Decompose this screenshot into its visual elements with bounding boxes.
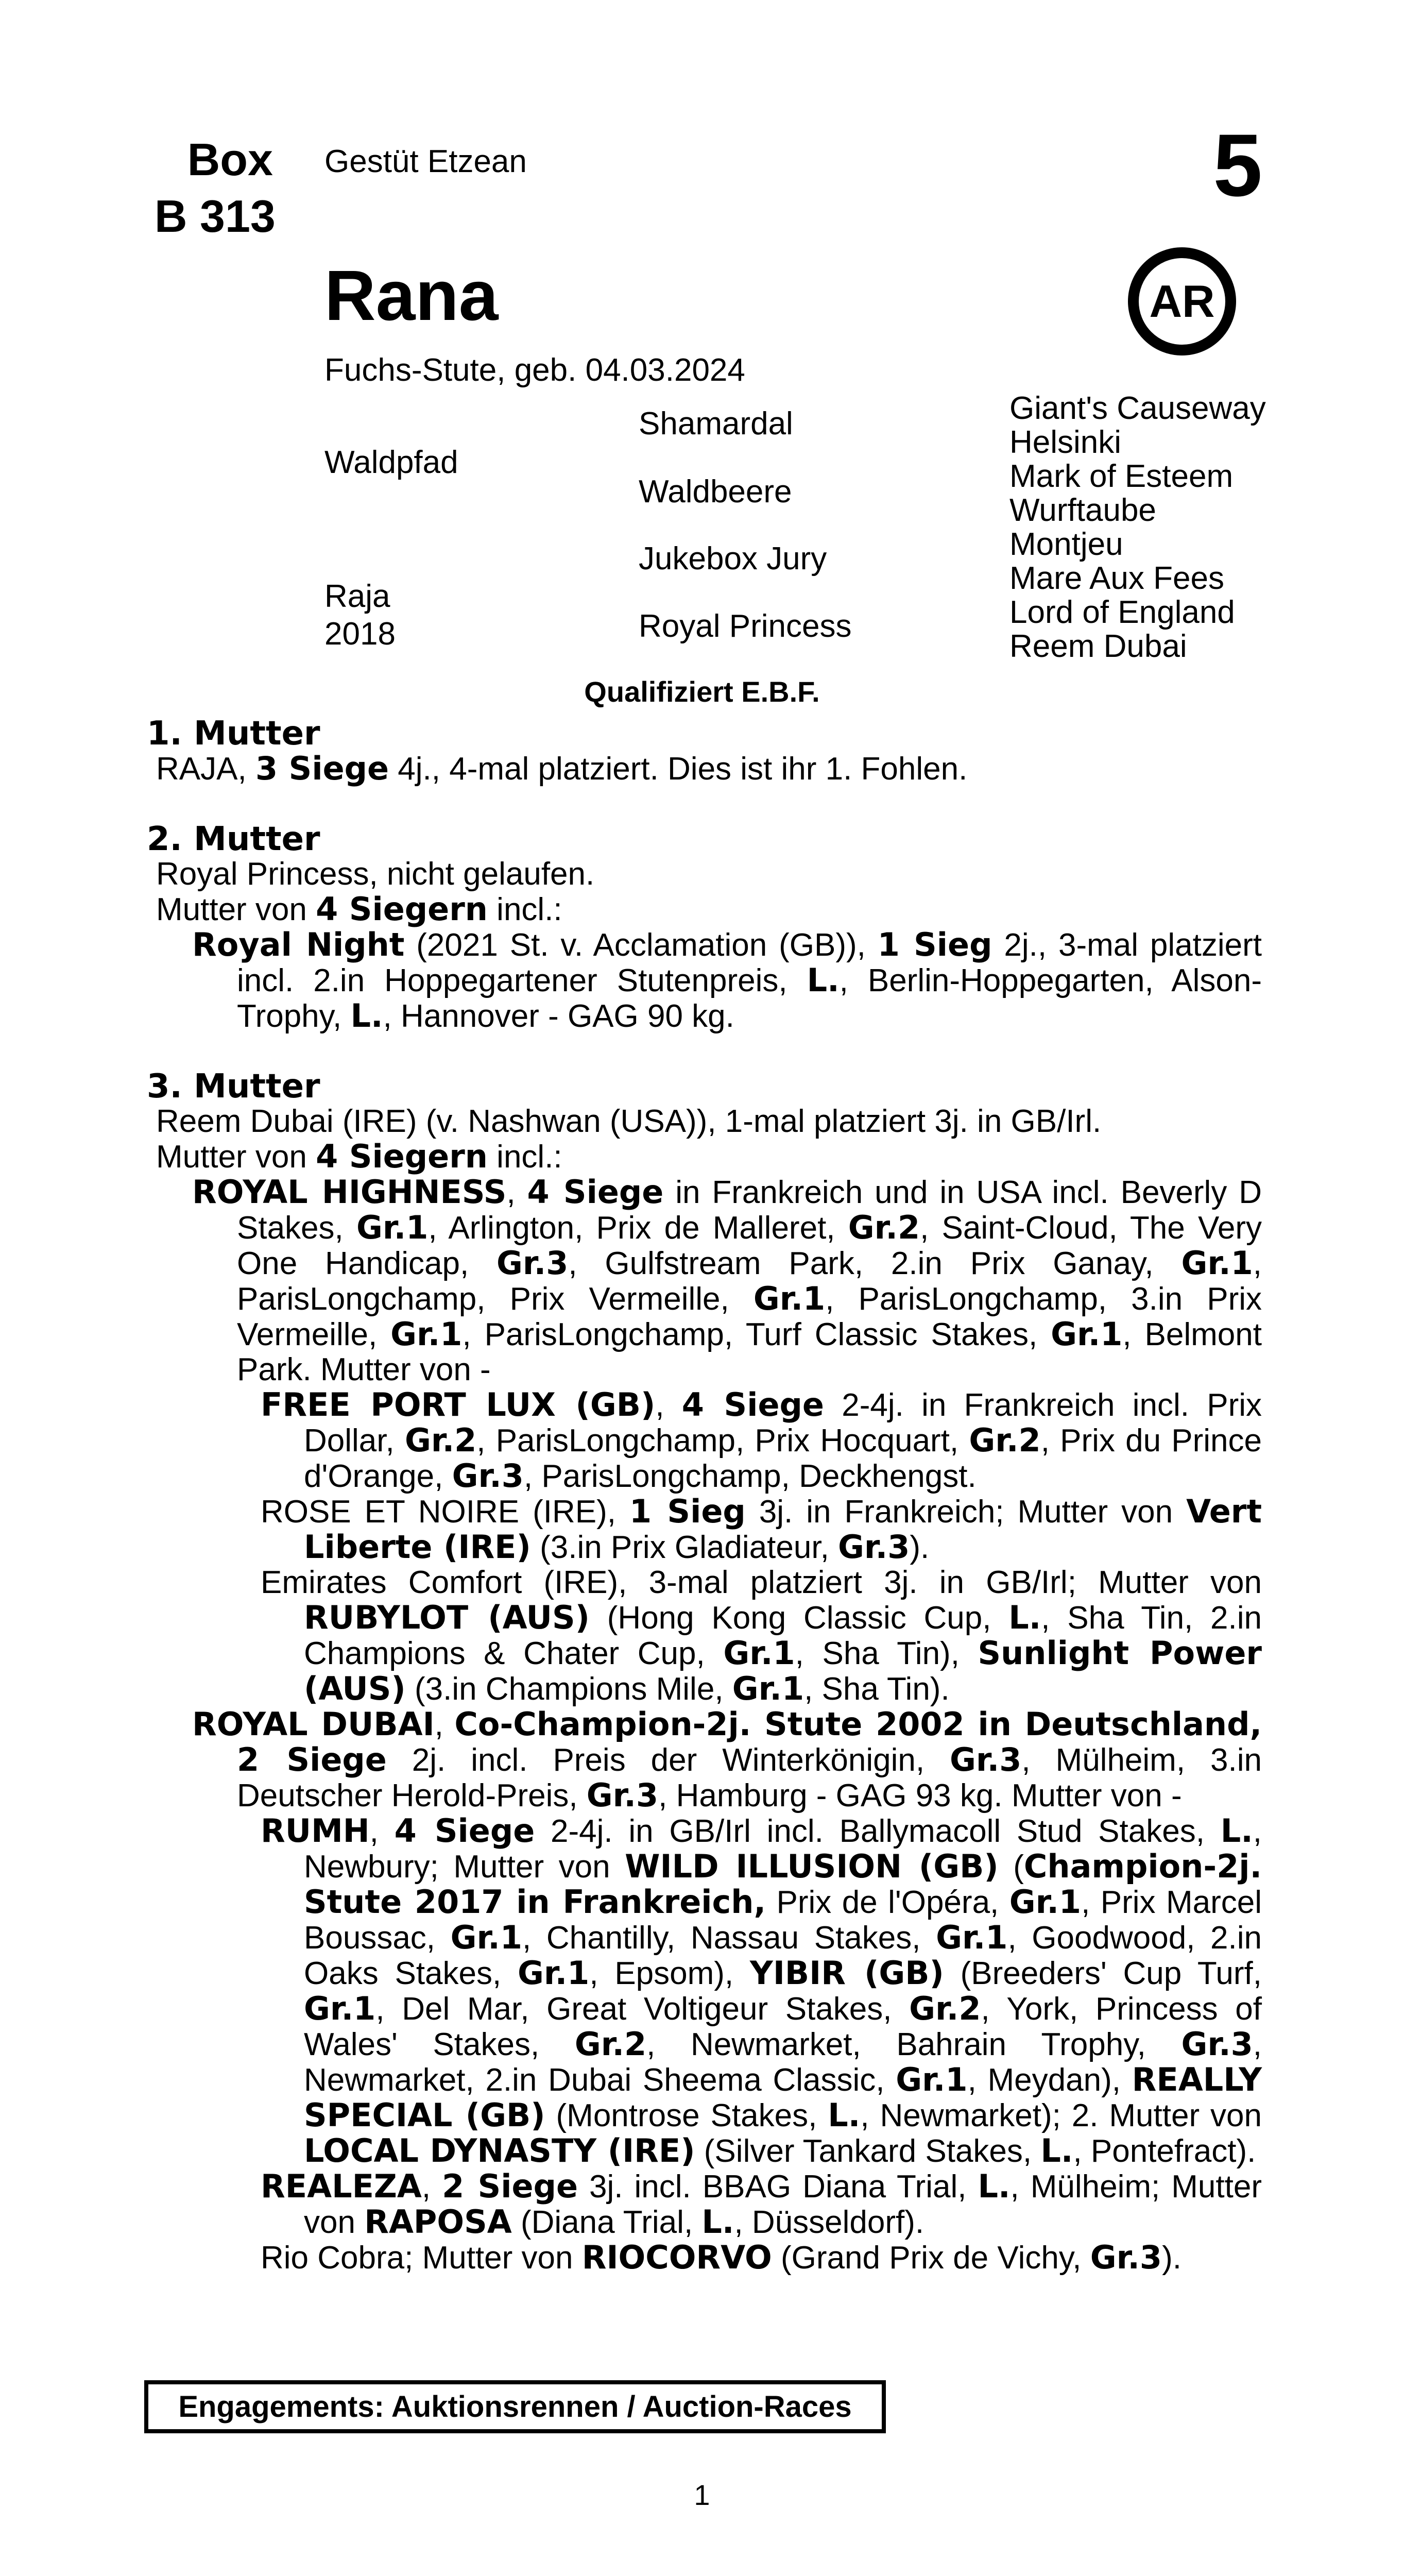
paragraph: Mutter von 4 Siegern incl.: [156, 1138, 562, 1175]
section-heading: 2. Mutter [147, 820, 320, 858]
pedigree-dam: Raja [324, 579, 390, 614]
dam-lines [147, 716, 1262, 2311]
lot-number: 5 [1213, 116, 1262, 215]
progeny-entry: Rio Cobra; Mutter von RIOCORVO (Grand Prix de Vichy, Gr.3). [261, 2239, 1182, 2276]
horse-name: Rana [324, 256, 499, 335]
paragraph: Royal Princess, nicht gelaufen. [156, 856, 595, 892]
pedigree-gen3 [1009, 392, 1266, 664]
horse-description: Fuchs-Stute, geb. 04.03.2024 [324, 352, 745, 388]
paragraph: RAJA, 3 Siege 4j., 4-mal platziert. Dies ist ihr 1. Fohlen. [156, 750, 968, 787]
ar-badge [1128, 247, 1236, 355]
page-number: 1 [694, 2479, 710, 2511]
qualification-note: Qualifiziert E.B.F. [584, 675, 820, 708]
box-number: B 313 [155, 191, 276, 242]
paragraph: Mutter von 4 Siegern incl.: [156, 890, 562, 928]
paragraph: Reem Dubai (IRE) (v. Nashwan (USA)), 1-mal platziert 3j. in GB/Irl. [156, 1104, 1102, 1139]
pedigree-sire-dam: Waldbeere [639, 474, 792, 510]
progeny-entry: FREE PORT LUX (GB), 4 Siege 2-4j. in Frankreich incl. Prix Dollar, Gr.2, ParisLongchamp, Prix Hocquart, Gr.2, Prix du Prince d'Orange, Gr.3, ParisLongchamp, Deckhengst. [261, 1386, 1262, 1495]
pedigree-gen3-item: Mark of Esteem [1009, 459, 1234, 494]
progeny-entry: Royal Night (2021 St. v. Acclamation (GB)), 1 Sieg 2j., 3-mal platziert incl. 2.in Hoppegartener Stutenpreis, L., Berlin-Hoppegarten, Alson-Trophy, L., Hannover - GAG 90 kg. [192, 926, 1262, 1035]
section-first-dam [147, 716, 1262, 787]
box-label [155, 131, 276, 245]
pedigree-gen3-item: Wurftaube [1009, 493, 1156, 528]
section-third-dam [147, 1069, 1262, 2276]
progeny-entry: ROYAL HIGHNESS, 4 Siege in Frankreich und in USA incl. Beverly D Stakes, Gr.1, Arlington, Prix de Malleret, Gr.2, Saint-Cloud, The Very One Handicap, Gr.3, Gulfstream Park, 2.in Prix Ganay, Gr.1, ParisLongchamp, Prix Vermeille, Gr.1, ParisLongchamp, 3.in Prix Vermeille, Gr.1, ParisLongchamp, Turf Classic Stakes, Gr.1, Belmont Park. Mutter von - [192, 1173, 1262, 1387]
section-heading: 3. Mutter [147, 1067, 320, 1106]
pedigree-gen3-item: Montjeu [1009, 527, 1123, 562]
pedigree-gen3-item: Mare Aux Fees [1009, 561, 1224, 596]
pedigree-gen3-item: Helsinki [1009, 425, 1122, 460]
pedigree-sire-sire: Shamardal [639, 406, 793, 442]
pedigree-gen3-item: Lord of England [1009, 595, 1235, 630]
engagements-text: Engagements: Auktionsrennen / Auction-Races [178, 2390, 852, 2424]
pedigree-gen3-item: Giant's Causeway [1009, 391, 1266, 426]
progeny-entry: REALEZA, 2 Siege 3j. incl. BBAG Diana Trial, L., Mülheim; Mutter von RAPOSA (Diana Trial, L., Düsseldorf). [261, 2167, 1262, 2241]
pedigree-dam-dam: Royal Princess [639, 608, 852, 644]
pedigree-sire: Waldpfad [324, 445, 458, 480]
progeny-entry: Emirates Comfort (IRE), 3-mal platziert 3j. in GB/Irl; Mutter von RUBYLOT (AUS) (Hong Kong Classic Cup, L., Sha Tin, 2.in Champions & Chater Cup, Gr.1, Sha Tin), Sunlight Power (AUS) (3.in Champions Mile, Gr.1, Sha Tin). [261, 1565, 1262, 1707]
breeder-name: Gestüt Etzean [324, 144, 527, 179]
pedigree-gen3-item: Reem Dubai [1009, 629, 1187, 664]
progeny-entry: RUMH, 4 Siege 2-4j. in GB/Irl incl. Ballymacoll Stud Stakes, L., Newbury; Mutter von WILD ILLUSION (GB) (Champion-2j. Stute 2017 in Frankreich, Prix de l'Opéra, Gr.1, Prix Marcel Boussac, Gr.1, Chantilly, Nassau Stakes, Gr.1, Goodwood, 2.in Oaks Stakes, Gr.1, Epsom), YIBIR (GB) (Breeders' Cup Turf, Gr.1, Del Mar, Great Voltigeur Stakes, Gr.2, York, Princess of Wales' Stakes, Gr.2, Newmarket, Bahrain Trophy, Gr.3, Newmarket, 2.in Dubai Sheema Classic, Gr.1, Meydan), REALLY SPECIAL (GB) (Montrose Stakes, L., Newmarket); 2. Mutter von LOCAL DYNASTY (IRE) (Silver Tankard Stakes, L., Pontefract). [261, 1812, 1262, 2170]
ar-badge-text: AR [1149, 276, 1215, 327]
section-second-dam [147, 822, 1262, 1034]
section-heading: 1. Mutter [147, 715, 320, 753]
box-word: Box [187, 134, 273, 185]
pedigree-dam-sire: Jukebox Jury [639, 541, 827, 577]
engagements-box [144, 2380, 886, 2433]
progeny-entry: ROSE ET NOIRE (IRE), 1 Sieg 3j. in Frankreich; Mutter von Vert Liberte (IRE) (3.in Prix Gladiateur, Gr.3). [261, 1493, 1262, 1566]
progeny-entry: ROYAL DUBAI, Co-Champion-2j. Stute 2002 in Deutschland, 2 Siege 2j. incl. Preis der Winterkönigin, Gr.3, Mülheim, 3.in Deutscher Herold-Preis, Gr.3, Hamburg - GAG 93 kg. Mutter von - [192, 1705, 1262, 1814]
pedigree-dam-year: 2018 [324, 616, 396, 652]
